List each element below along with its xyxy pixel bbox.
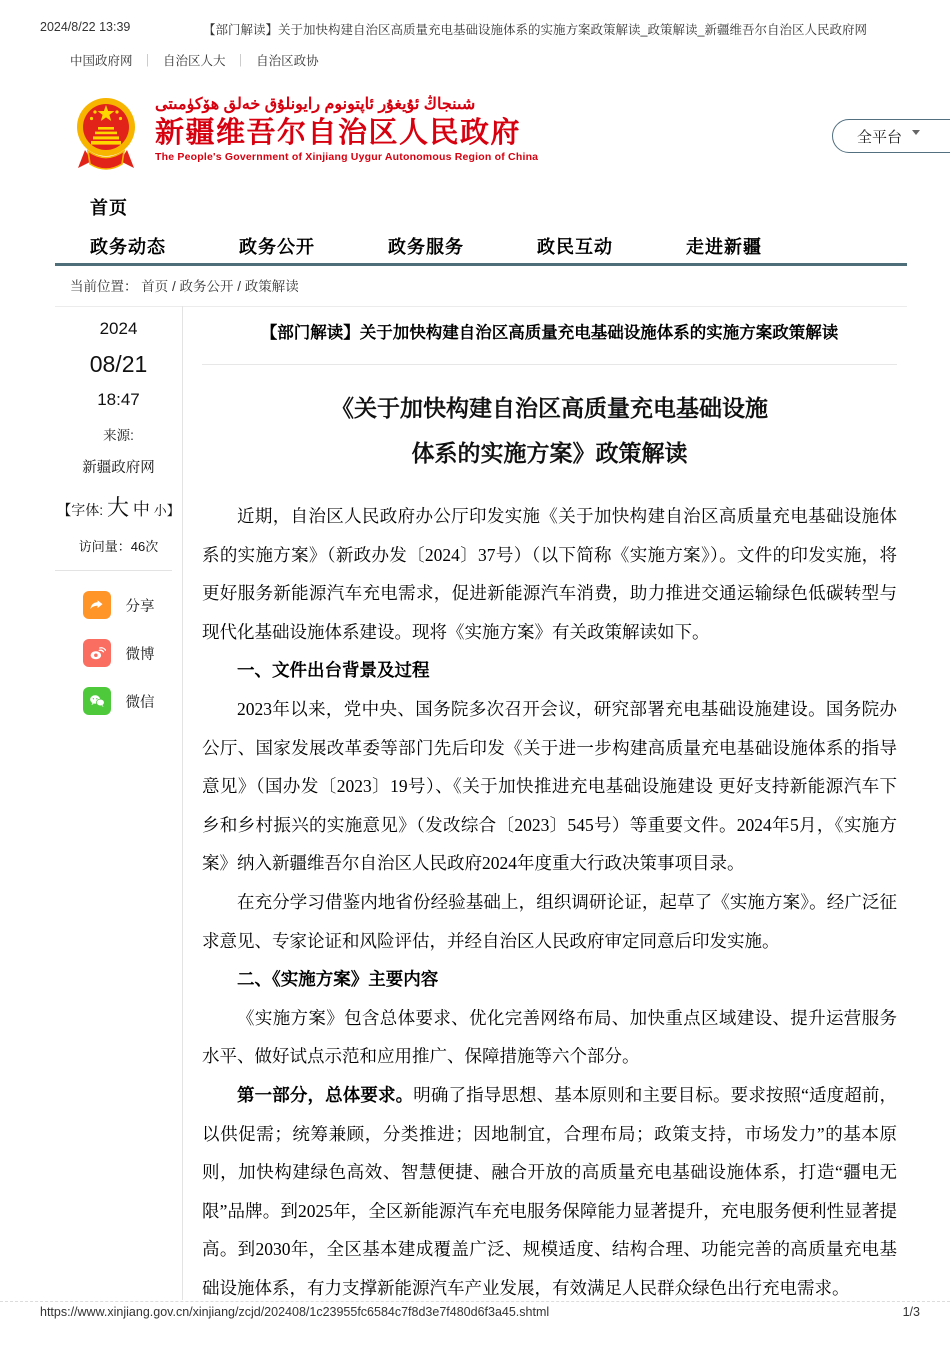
breadcrumb-zhengwu-gongkai[interactable]: 政务公开 — [179, 279, 234, 294]
weibo-share-button[interactable] — [55, 639, 182, 667]
part-one-lead: 第一部分，总体要求。 — [237, 1084, 414, 1105]
article-heading-line1: 《关于加快构建自治区高质量充电基础设施 — [331, 395, 768, 421]
publish-year: 2024 — [99, 319, 138, 338]
paragraph-part-one — [202, 1076, 897, 1308]
article-list-title: 【部门解读】关于加快构建自治区高质量充电基础设施体系的实施方案政策解读 — [260, 324, 839, 342]
nav-item-zhengwu-dongtai[interactable]: 政务动态 — [90, 237, 166, 257]
font-size-small-button[interactable]: 小】 — [153, 503, 180, 518]
breadcrumb — [55, 263, 907, 307]
nav-item-zhengmin-hudong[interactable]: 政民互动 — [537, 237, 613, 257]
wechat-icon — [83, 687, 111, 715]
article-main — [183, 306, 900, 1300]
share-button[interactable] — [55, 591, 182, 619]
print-datetime: 2024/8/22 13:39 — [40, 20, 131, 34]
links-separator: ｜ — [234, 54, 248, 68]
site-name-english: The People's Government of Xinjiang Uygur Autonomous Region of China — [155, 151, 539, 163]
site-name-uyghur: شىنجاڭ ئۇيغۇر ئاپتونوم رايونلۇق خەلق ھۆكۈمىتى — [155, 96, 476, 113]
print-footer — [40, 1305, 920, 1319]
print-page-number: 1/3 — [902, 1305, 920, 1319]
paragraph-intro: 近期，自治区人民政府办公厅印发实施《关于加快构建自治区高质量充电基础设施体系的实施方案》（新政办发〔2024〕37号）（以下简称《实施方案》）。文件的印发实施，将更好服务新能源汽车充电需求，促进新能源汽车消费，助力推进交通运输绿色低碳转型与现代化基础设施体系建设。现将《实施方案》有关政策解读如下。 — [202, 506, 897, 642]
article-meta-sidebar — [55, 306, 183, 1300]
part-one-body: 明确了指导思想、基本原则和主要目标。要求按照“适度超前，以供促需；统筹兼顾，分类推进；因地制宜，合理布局；政策支持，市场发力”的基本原则，加快构建绿色高效、智慧便捷、融合开放的高质量充电基础设施体系，打造“疆电无限”品牌。到2025年，全区新能源汽车充电服务保障能力显著提升，充电服务便利性显著提高。到2030年，全区基本建成覆盖广泛、规模适度、结构合理、功能完善的高质量充电基础设施体系，有力支撑新能源汽车产业发展，有效满足人民群众绿色出行充电需求。 — [202, 1084, 898, 1298]
link-regional-cppcc[interactable]: 自治区政协 — [256, 54, 319, 68]
visit-count: 访问量：46次 — [78, 539, 159, 554]
weibo-icon — [83, 639, 111, 667]
article-heading — [202, 386, 897, 476]
breadcrumb-separator: / — [233, 279, 245, 294]
source-value: 新疆政府网 — [82, 460, 155, 476]
wechat-share-button[interactable] — [55, 687, 182, 715]
all-platform-button[interactable] — [832, 119, 950, 153]
nav-item-zhengwu-fuwu[interactable]: 政务服务 — [388, 237, 464, 257]
share-label: 分享 — [125, 598, 155, 615]
link-regional-congress[interactable]: 自治区人大 — [163, 54, 226, 68]
title-divider — [202, 364, 897, 365]
article-heading-line2: 体系的实施方案》政策解读 — [411, 440, 688, 466]
main-navigation — [90, 194, 910, 259]
section-heading-2: 二、《实施方案》主要内容 — [237, 969, 439, 990]
print-url: https://www.xinjiang.gov.cn/xinjiang/zcjd/202408/1c23955fc6584c7f8d3e7f480d6f3a45.shtml — [40, 1305, 550, 1319]
article-body — [202, 497, 897, 1307]
weibo-label: 微博 — [125, 646, 155, 663]
page-break-line — [0, 1301, 950, 1302]
links-separator: ｜ — [141, 54, 155, 68]
brand-text — [155, 95, 538, 164]
nav-row — [90, 233, 910, 259]
national-emblem-icon — [75, 94, 137, 178]
nav-item-zhengwu-gongkai[interactable]: 政务公开 — [239, 237, 315, 257]
nav-item-home[interactable]: 首页 — [90, 198, 128, 218]
breadcrumb-label: 当前位置： — [70, 279, 138, 294]
paragraph-structure: 《实施方案》包含总体要求、优化完善网络布局、加快重点区域建设、提升运营服务水平、做好试点示范和应用推广、保障措施等六个部分。 — [202, 1007, 897, 1067]
breadcrumb-separator: / — [168, 279, 180, 294]
paragraph-drafting: 在充分学习借鉴内地省份经验基础上，组织调研论证，起草了《实施方案》。经广泛征求意见、专家论证和风险评估，并经自治区人民政府审定同意后印发实施。 — [202, 891, 897, 951]
font-size-medium-button[interactable]: 中 — [132, 500, 150, 519]
breadcrumb-zhengce-jiedu[interactable]: 政策解读 — [244, 279, 299, 294]
all-platform-label: 全平台 — [857, 128, 903, 146]
section-heading-1: 一、文件出台背景及过程 — [237, 660, 430, 681]
publish-date: 08/21 — [89, 351, 148, 377]
top-links-bar — [70, 51, 319, 69]
print-header — [0, 20, 950, 38]
font-size-control — [55, 495, 182, 524]
content-area — [55, 306, 900, 1300]
print-page-title: 【部门解读】关于加快构建自治区高质量充电基础设施体系的实施方案政策解读_政策解读_新疆维吾尔自治区人民政府网 — [203, 23, 867, 37]
font-size-label: 【字体: — [57, 502, 104, 518]
publish-time: 18:47 — [97, 390, 140, 409]
share-arrow-icon — [83, 591, 111, 619]
link-china-gov[interactable]: 中国政府网 — [70, 54, 133, 68]
source-label: 来源: — [103, 428, 134, 443]
masthead — [75, 92, 950, 187]
site-name-chinese: 新疆维吾尔自治区人民政府 — [155, 117, 522, 149]
nav-item-zoujin-xinjiang[interactable]: 走进新疆 — [686, 237, 762, 257]
chevron-down-icon — [912, 130, 920, 135]
wechat-label: 微信 — [125, 694, 155, 711]
breadcrumb-home[interactable]: 首页 — [141, 279, 169, 294]
paragraph-background: 2023年以来，党中央、国务院多次召开会议，研究部署充电基础设施建设。国务院办公厅、国家发展改革委等部门先后印发《关于进一步构建高质量充电基础设施体系的指导意见》（国办发〔2023〕19号）、《关于加快推进充电基础设施建设 更好支持新能源汽车下乡和乡村振兴的实施意见》（发改综合〔2023〕545号）等重要文件。2024年5月，《实施方案》纳入新疆维吾尔自治区人民政府2024年度重大行政决策事项目录。 — [202, 698, 897, 874]
sidebar-divider — [55, 570, 172, 571]
font-size-large-button[interactable]: 大 — [106, 495, 129, 520]
